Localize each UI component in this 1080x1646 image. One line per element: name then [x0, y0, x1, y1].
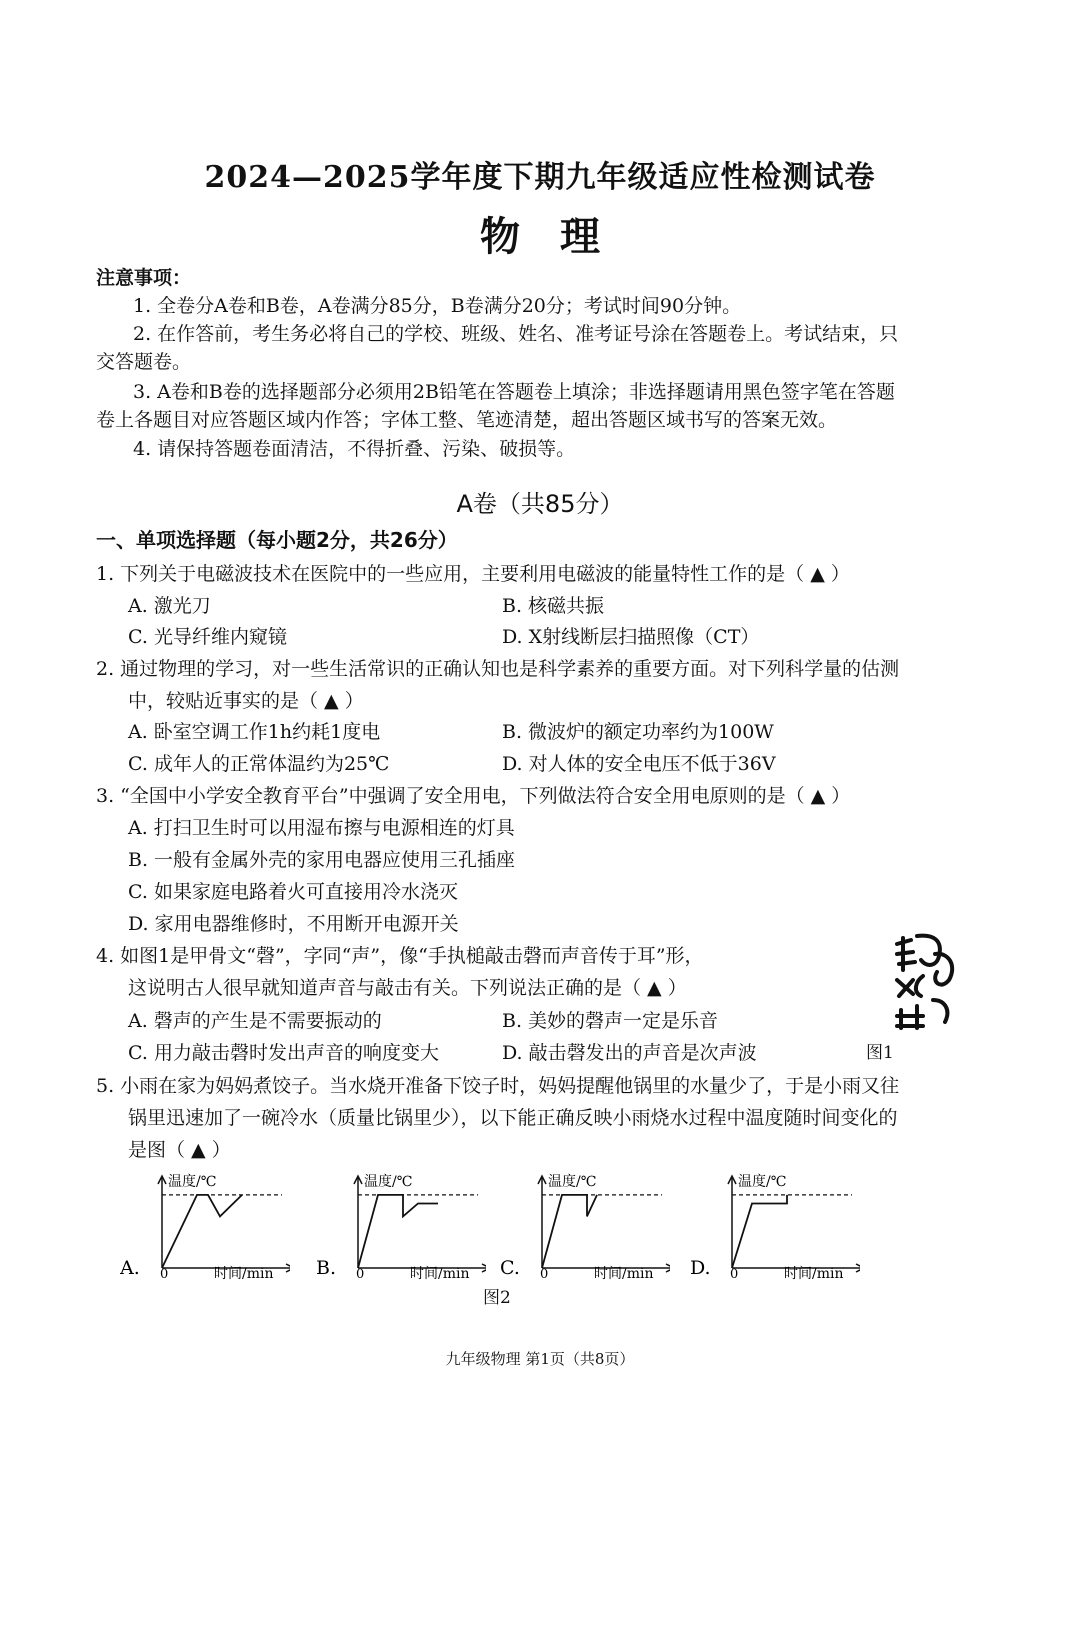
chart-c-svg: [500, 1170, 670, 1285]
y-axis-label: 温度/℃: [364, 1174, 413, 1190]
notice-item-2: 2. 在作答前，考生务必将自己的学校、班级、姓名、准考证号涂在答题卷上。考试结束，只: [133, 323, 899, 345]
origin-label: 0: [540, 1267, 549, 1282]
q3-option-c: C. 如果家庭电路着火可直接用冷水浇灭: [128, 881, 458, 903]
notice-item-1: 1. 全卷分A卷和B卷，A卷满分85分，B卷满分20分；考试时间90分钟。: [133, 295, 742, 317]
q1-stem: 1. 下列关于电磁波技术在医院中的一些应用，主要利用电磁波的能量特性工作的是（ ▲ ）: [96, 563, 850, 585]
temperature-curve: [358, 1195, 438, 1268]
chart-a: [120, 1170, 290, 1285]
chart-d-svg: [690, 1170, 860, 1285]
origin-label: 0: [730, 1267, 739, 1282]
chart-b-svg: [316, 1170, 486, 1285]
q2-option-c: C. 成年人的正常体温约为25℃: [128, 753, 390, 775]
q3-option-d: D. 家用电器维修时，不用断开电源开关: [128, 913, 459, 935]
q4-option-c: C. 用力敲击磬时发出声音的响度变大: [128, 1042, 439, 1064]
chart-option-label: A.: [120, 1257, 140, 1279]
notice-heading: 注意事项：: [96, 267, 192, 289]
q4-stem-2: 这说明古人很早就知道声音与敲击有关。下列说法正确的是（ ▲ ）: [128, 977, 687, 999]
chart-c: [500, 1170, 670, 1285]
subject-title: 物理: [480, 213, 640, 260]
notice-item-4: 4. 请保持答题卷面清洁，不得折叠、污染、破损等。: [133, 438, 576, 460]
q4-option-b: B. 美妙的磬声一定是乐音: [502, 1010, 719, 1032]
q1-option-c: C. 光导纤维内窥镜: [128, 626, 287, 648]
q4-stem-1: 4. 如图1是甲骨文“磬”，字同“声”，像“手执槌敲击磬而声音传于耳”形，: [96, 945, 704, 967]
q2-option-a: A. 卧室空调工作1h约耗1度电: [128, 721, 381, 743]
q2-option-b: B. 微波炉的额定功率约为100W: [502, 721, 774, 743]
part1-heading: 一、单项选择题（每小题2分，共26分）: [96, 528, 458, 552]
temperature-curve: [542, 1195, 597, 1268]
temperature-curve: [732, 1195, 787, 1268]
section-a-heading: A卷（共85分）: [456, 490, 624, 518]
notice-item-3: 3. A卷和B卷的选择题部分必须用2B铅笔在答题卷上填涂；非选择题请用黑色签字笔在答题: [133, 381, 895, 403]
x-axis-label: 时间/min: [214, 1266, 274, 1282]
exam-title: 2024—2025学年度下期九年级适应性检测试卷: [204, 160, 876, 195]
chart-option-label: B.: [316, 1257, 337, 1279]
q1-option-b: B. 核磁共振: [502, 595, 605, 617]
x-axis-label: 时间/min: [410, 1266, 470, 1282]
page-footer: 九年级物理 第1页（共8页）: [445, 1350, 635, 1368]
chart-b: [316, 1170, 486, 1285]
x-axis-label: 时间/min: [594, 1266, 654, 1282]
q5-stem-1: 5. 小雨在家为妈妈煮饺子。当水烧开准备下饺子时，妈妈提醒他锅里的水量少了，于是小雨又往: [96, 1075, 900, 1097]
y-axis-label: 温度/℃: [168, 1174, 217, 1190]
origin-label: 0: [160, 1267, 169, 1282]
chart-a-svg: [120, 1170, 290, 1285]
oracle-bone-character-figure: [893, 930, 963, 1030]
q2-stem-1: 2. 通过物理的学习，对一些生活常识的正确认知也是科学素养的重要方面。对下列科学量的估测: [96, 658, 900, 680]
figure-1-caption: 图1: [866, 1043, 894, 1063]
q4-option-a: A. 磬声的产生是不需要振动的: [128, 1010, 382, 1032]
q3-option-a: A. 打扫卫生时可以用湿布擦与电源相连的灯具: [128, 817, 515, 839]
q5-stem-3: 是图（ ▲ ）: [128, 1139, 231, 1161]
temperature-curve: [162, 1195, 242, 1268]
q5-stem-2: 锅里迅速加了一碗冷水（质量比锅里少），以下能正确反映小雨烧水过程中温度随时间变化的: [128, 1107, 898, 1129]
y-axis-label: 温度/℃: [548, 1174, 597, 1190]
chart-option-label: D.: [690, 1257, 711, 1279]
q1-option-d: D. X射线断层扫描照像（CT）: [502, 626, 760, 648]
q2-stem-2: 中，较贴近事实的是（ ▲ ）: [128, 690, 364, 712]
notice-item-2-cont: 交答题卷。: [96, 351, 192, 373]
q4-option-d: D. 敲击磬发出的声音是次声波: [502, 1042, 757, 1064]
q3-stem: 3. “全国中小学安全教育平台”中强调了安全用电，下列做法符合安全用电原则的是（ ▲ ）: [96, 785, 851, 807]
figure-2-caption: 图2: [483, 1288, 511, 1308]
q3-option-b: B. 一般有金属外壳的家用电器应使用三孔插座: [128, 849, 516, 871]
origin-label: 0: [356, 1267, 365, 1282]
x-axis-label: 时间/min: [784, 1266, 844, 1282]
notice-item-3-cont: 卷上各题目对应答题区域内作答；字体工整、笔迹清楚，超出答题区域书写的答案无效。: [96, 409, 838, 431]
y-axis-label: 温度/℃: [738, 1174, 787, 1190]
q1-option-a: A. 激光刀: [128, 595, 211, 617]
q2-option-d: D. 对人体的安全电压不低于36V: [502, 753, 776, 775]
chart-d: [690, 1170, 860, 1285]
chart-option-label: C.: [500, 1257, 520, 1279]
